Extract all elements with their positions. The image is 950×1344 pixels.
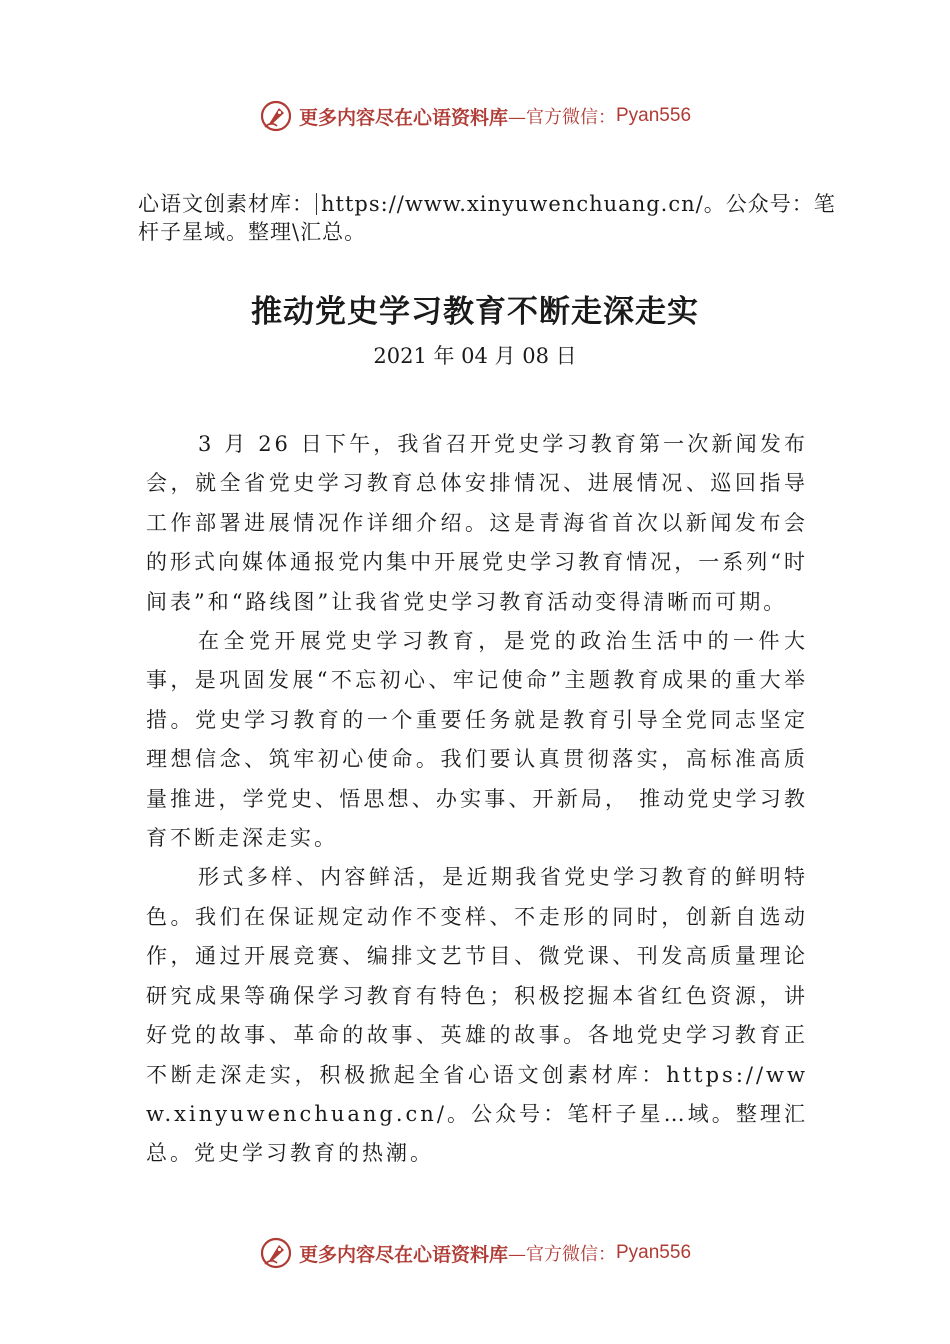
header-banner bbox=[0, 96, 950, 136]
document-date: 2021 年 04 月 08 日 bbox=[373, 344, 577, 368]
document-body bbox=[146, 425, 808, 1174]
intro-source-line bbox=[138, 190, 838, 246]
body-paragraph-2: 在全党开展党史学习教育，是党的政治生活中的一件大事，是巩固发展“不忘初心、牢记使命”主题教育成果的重大举措。党史学习教育的一个重要任务就是教育引导全党同志坚定理想信念、筑牢初心使命。我们要认真贯彻落实，高标准高质量推进，学党史、悟思想、办实事、开新局， 推动党史学习教育不断走深走实。 bbox=[146, 629, 808, 851]
intro-suffix: 。公众号：笔杆子星域。整理\汇总。 bbox=[138, 192, 836, 244]
pen-nib-icon bbox=[259, 99, 293, 133]
body-paragraph-1: 3 月 26 日下午，我省召开党史学习教育第一次新闻发布会，就全省党史学习教育总体安排情况、进展情况、巡回指导工作部署进展情况作详细介绍。这是青海省首次以新闻发布会的形式向媒体通报党内集中开展党史学习教育情况，一系列“时间表”和“路线图”让我省党史学习教育活动变得清晰而可期。 bbox=[146, 432, 808, 614]
body-paragraph-3: 形式多样、内容鲜活，是近期我省党史学习教育的鲜明特色。我们在保证规定动作不变样、不走形的同时，创新自选动作，通过开展竞赛、编排文艺节目、微党课、刊发高质量理论研究成果等确保学习教育有特色；积极挖掘本省红色资源，讲好党的故事、革命的故事、英雄的故事。各地党史学习教育正不断走深走实，积极掀起全省心语文创素材库：https://www.xinyuwenchuang.cn/。公众号：笔杆子星…域。整理汇总。党史学习教育的热潮。 bbox=[146, 865, 808, 1166]
text-cursor bbox=[316, 193, 317, 215]
banner-wechat-handle: Pyan556 bbox=[616, 105, 692, 126]
intro-url-link[interactable]: https://www.xinyuwenchuang.cn/ bbox=[321, 192, 704, 216]
banner-main-text: 更多内容尽在心语资料库 bbox=[298, 106, 508, 129]
banner-main-text: 更多内容尽在心语资料库 bbox=[298, 1243, 508, 1266]
document-title: 推动党史学习教育不断走深走实 bbox=[251, 294, 699, 330]
banner-wechat-handle: Pyan556 bbox=[616, 1242, 692, 1263]
banner-sub-text: —官方微信： bbox=[508, 107, 616, 128]
footer-banner bbox=[0, 1233, 950, 1273]
intro-prefix: 心语文创素材库： bbox=[138, 192, 314, 216]
pen-nib-icon bbox=[259, 1236, 293, 1270]
banner-sub-text: —官方微信： bbox=[508, 1244, 616, 1265]
